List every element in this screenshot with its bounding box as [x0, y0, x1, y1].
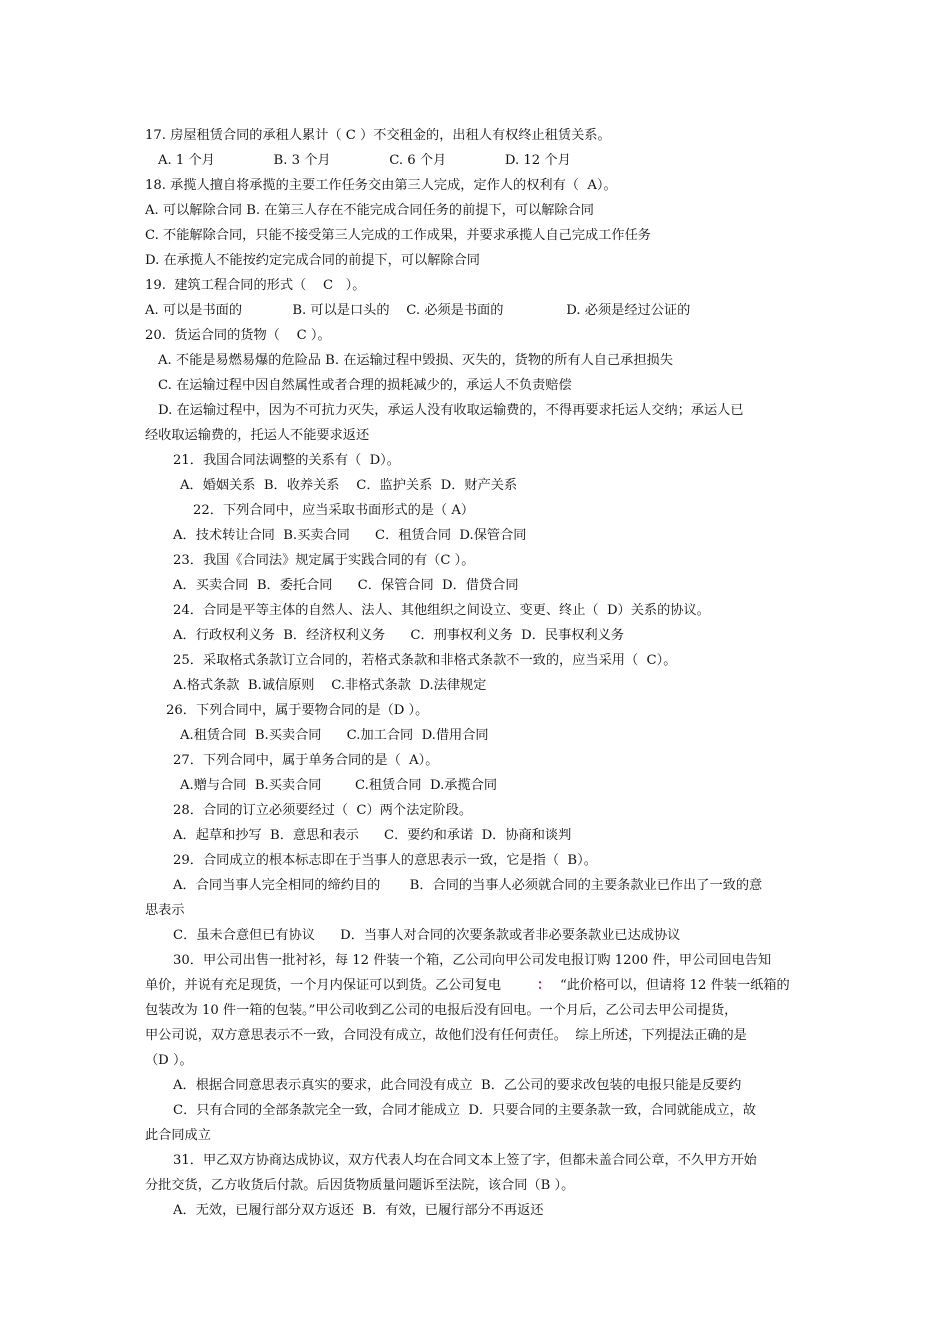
options-17: A. 1 个月 B. 3 个月 C. 6 个月 D. 12 个月	[158, 153, 571, 168]
options-21: A．婚姻关系 B．收养关系 C．监护关系 D．财产关系	[180, 478, 518, 493]
question-30-colon: ：	[537, 978, 551, 993]
question-31-line-1: 31．甲乙双方协商达成协议，双方代表人均在合同文本上签了字，但都未盖合同公章，不久甲方开始	[173, 1153, 757, 1168]
question-22: 22．下列合同中，应当采取书面形式的是（ A）	[193, 503, 475, 518]
options-27: A.赠与合同 B.买卖合同 C.租赁合同 D.承揽合同	[180, 778, 498, 793]
options-30-d-cont: 此合同成立	[145, 1128, 211, 1143]
options-20-a-b: A. 不能是易燃易爆的危险品 B. 在运输过程中毁损、灭失的，货物的所有人自己承担损失	[158, 353, 673, 368]
question-27: 27．下列合同中，属于单务合同的是（ A）。	[173, 753, 439, 768]
question-19: 19. 建筑工程合同的形式（ C ）。	[145, 278, 366, 293]
options-18-d: D. 在承揽人不能按约定完成合同的前提下，可以解除合同	[145, 253, 480, 268]
question-21: 21．我国合同法调整的关系有（ D）。	[173, 453, 400, 468]
options-29-a-b: A．合同当事人完全相同的缔约目的 B．合同的当事人必须就合同的主要条款业已作出了一致的意	[173, 878, 763, 893]
options-24: A．行政权利义务 B．经济权利义务 C．刑事权利义务 D．民事权利义务	[173, 628, 625, 643]
question-23: 23．我国《合同法》规定属于实践合同的有（C ）。	[173, 553, 475, 568]
question-30-line-3: 包装改为 10 件一箱的包装。”甲公司收到乙公司的电报后没有回电。一个月后，乙公司去甲公司提货，	[145, 1003, 738, 1018]
question-30-line-5: （D ）。	[145, 1053, 193, 1068]
question-31-line-2: 分批交货，乙方收货后付款。后因货物质量问题诉至法院，该合同（B ）。	[145, 1178, 575, 1193]
options-30-a-b: A．根据合同意思表示真实的要求，此合同没有成立 B．乙公司的要求改包装的电报只能是反要约	[173, 1078, 742, 1093]
options-18-c: C. 不能解除合同，只能不接受第三人完成的工作成果，并要求承揽人自己完成工作任务	[145, 228, 651, 243]
options-20-d-cont: 经收取运输费的，托运人不能要求返还	[145, 428, 370, 443]
options-19: A. 可以是书面的 B. 可以是口头的 C. 必须是书面的 D. 必须是经过公证的	[145, 303, 691, 318]
question-30-line-2-quote: “此价格可以，但请将 12 件装一纸箱的	[560, 978, 790, 993]
options-29-b-cont: 思表示	[145, 903, 185, 918]
question-20: 20. 货运合同的货物（ C ）。	[145, 328, 331, 343]
options-28: A．起草和抄写 B．意思和表示 C．要约和承诺 D．协商和谈判	[173, 828, 572, 843]
options-25: A.格式条款 B.诚信原则 C.非格式条款 D.法律规定	[173, 678, 487, 693]
options-29-c-d: C．虽未合意但已有协议 D．当事人对合同的次要条款或者非必要条款业已达成协议	[173, 928, 681, 943]
question-29: 29．合同成立的根本标志即在于当事人的意思表示一致，它是指（ B）。	[173, 853, 597, 868]
options-22: A．技术转让合同 B.买卖合同 C．租赁合同 D.保管合同	[173, 528, 527, 543]
question-17: 17. 房屋租赁合同的承租人累计（ C ）不交租金的，出租人有权终止租赁关系。	[145, 128, 611, 143]
options-26: A.租赁合同 B.买卖合同 C.加工合同 D.借用合同	[180, 728, 489, 743]
question-18: 18. 承揽人擅自将承揽的主要工作任务交由第三人完成，定作人的权利有（ A）。	[145, 178, 617, 193]
question-30-line-2: 单价，并说有充足现货，一个月内保证可以到货。乙公司复电	[145, 978, 502, 993]
options-30-c-d: C．只有合同的全部条款完全一致，合同才能成立 D．只要合同的主要条款一致，合同就能成立，故	[173, 1103, 756, 1118]
options-20-d: D. 在运输过程中，因为不可抗力灭失，承运人没有收取运输费的，不得再要求托运人交纳；承运人已	[158, 403, 744, 418]
options-31-a-b: A．无效，已履行部分双方返还 B．有效，已履行部分不再返还	[173, 1203, 544, 1218]
question-24: 24．合同是平等主体的自然人、法人、其他组织之间设立、变更、终止（ D）关系的协议。	[173, 603, 710, 618]
options-23: A．买卖合同 B．委托合同 C．保管合同 D．借贷合同	[173, 578, 519, 593]
question-28: 28．合同的订立必须要经过（ C）两个法定阶段。	[173, 803, 473, 818]
options-20-c: C. 在运输过程中因自然属性或者合理的损耗减少的，承运人不负责赔偿	[158, 378, 572, 393]
question-30-line-1: 30．甲公司出售一批衬衫，每 12 件装一个箱，乙公司向甲公司发电报订购 1200 件，甲公司回电告知	[173, 953, 772, 968]
options-18-a-b: A. 可以解除合同 B. 在第三人存在不能完成合同任务的前提下，可以解除合同	[145, 203, 594, 218]
question-26: 26．下列合同中，属于要物合同的是（D ）。	[166, 703, 429, 718]
question-25: 25．采取格式条款订立合同的，若格式条款和非格式条款不一致的，应当采用（ C）。	[173, 653, 677, 668]
question-30-line-4: 甲公司说，双方意思表示不一致，合同没有成立，故他们没有任何责任。 综上所述，下列提法正确的是	[145, 1028, 747, 1043]
